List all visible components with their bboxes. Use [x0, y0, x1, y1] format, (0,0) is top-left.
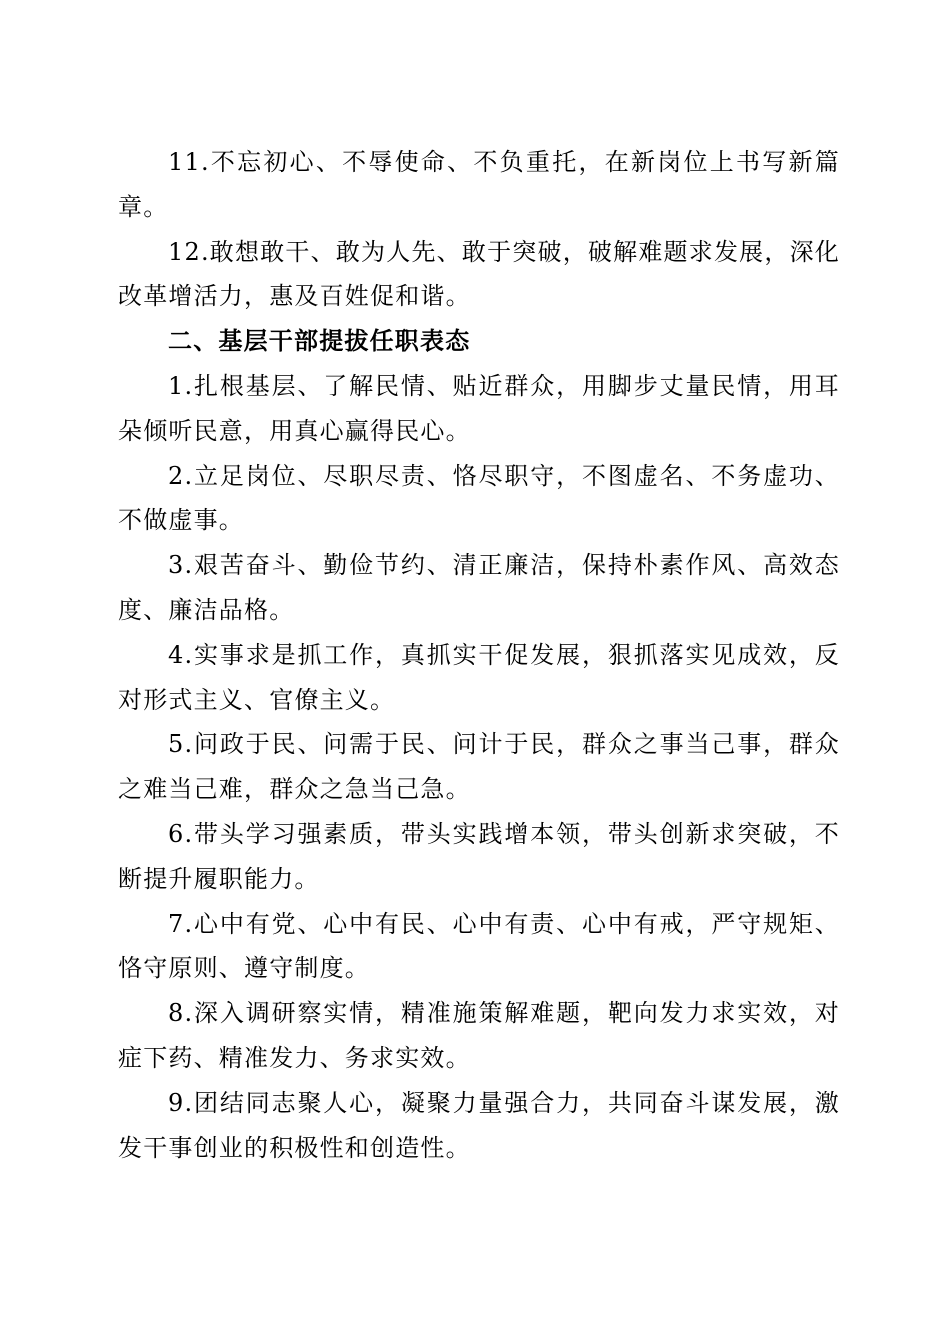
paragraph-item-4: 4.实事求是抓工作，真抓实干促发展，狠抓落实见成效，反对形式主义、官僚主义。: [118, 640, 840, 714]
paragraph-item-1: 1.扎根基层、了解民情、贴近群众，用脚步丈量民情，用耳朵倾听民意，用真心赢得民心。: [118, 371, 840, 445]
paragraph-item-5: 5.问政于民、问需于民、问计于民，群众之事当己事，群众之难当己难，群众之急当己急。: [118, 730, 840, 804]
paragraph-item-2: 2.立足岗位、尽职尽责、恪尽职守，不图虚名、不务虚功、不做虚事。: [118, 461, 840, 535]
paragraph-item-7: 7.心中有党、心中有民、心中有责、心中有戒，严守规矩、恪守原则、遵守制度。: [118, 909, 840, 983]
paragraph-item-3: 3.艰苦奋斗、勤俭节约、清正廉洁，保持朴素作风、高效态度、廉洁品格。: [118, 551, 840, 624]
section-heading: 二、基层干部提拔任职表态: [168, 327, 471, 356]
paragraph-item-8: 8.深入调研察实情，精准施策解难题，靶向发力求实效，对症下药、精准发力、务求实效。: [118, 999, 840, 1072]
document-body: [118, 140, 840, 1170]
paragraph-item-9: 9.团结同志聚人心，凝聚力量强合力，共同奋斗谋发展，激发干事创业的积极性和创造性。: [118, 1088, 840, 1162]
paragraph-item-12: 12.敢想敢干、敢为人先、敢于突破，破解难题求发展，深化改革增活力，惠及百姓促和谐。: [118, 237, 840, 311]
paragraph-item-6: 6.带头学习强素质，带头实践增本领，带头创新求突破，不断提升履职能力。: [118, 819, 840, 893]
paragraph-item-11: 11.不忘初心、不辱使命、不负重托，在新岗位上书写新篇章。: [118, 148, 840, 221]
